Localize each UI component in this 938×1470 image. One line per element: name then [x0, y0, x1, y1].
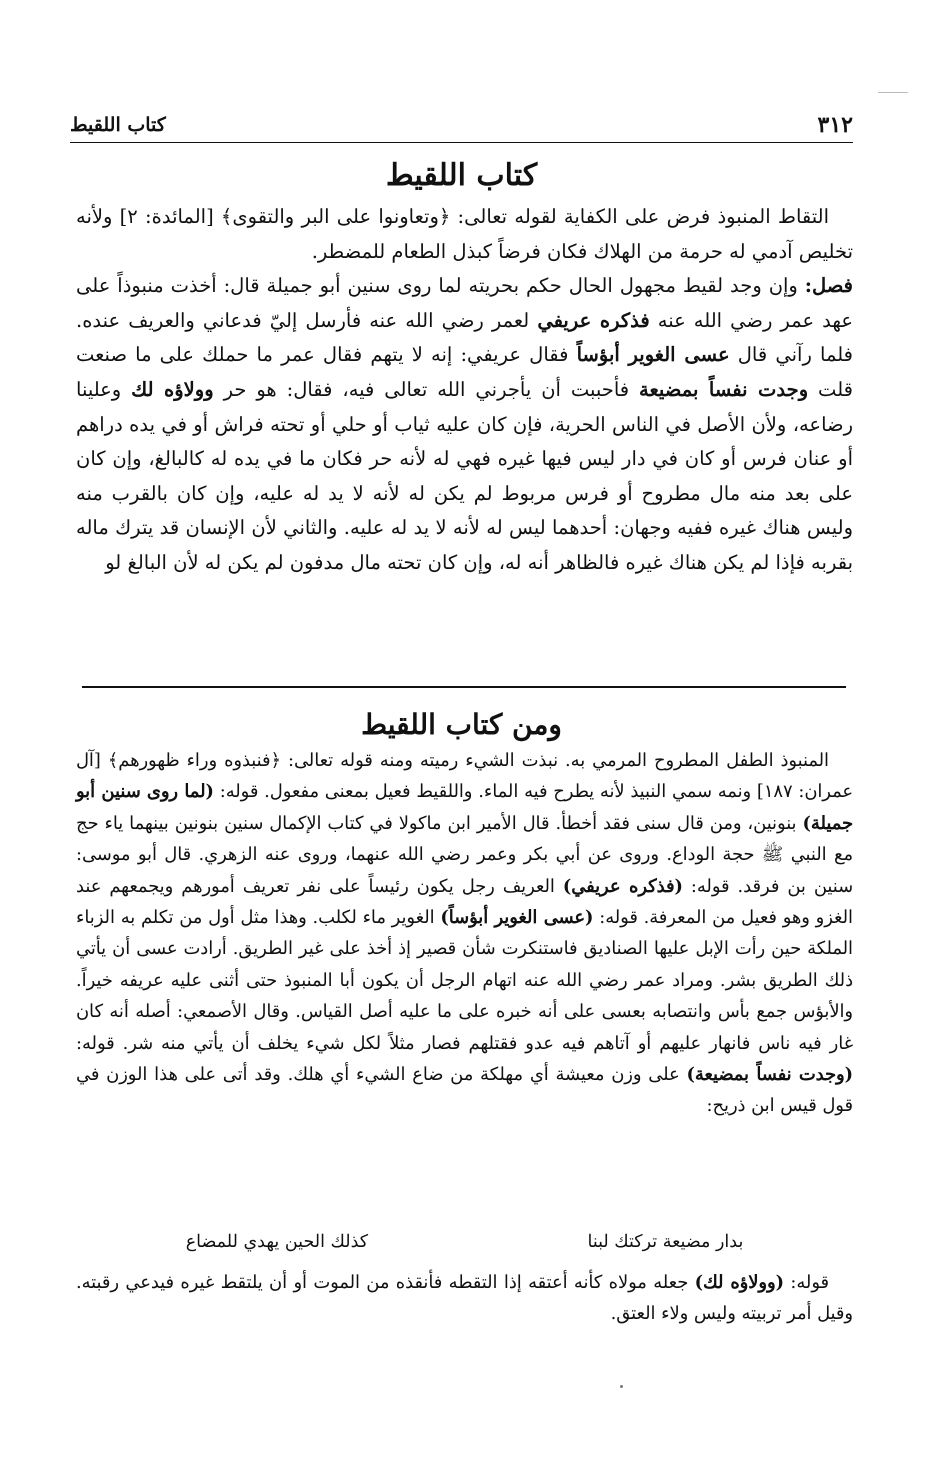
- commentary-paragraph-2: [76, 1267, 853, 1330]
- text-run: لعمر رضي الله عنه فأرسل إليّ فدعاني والعريف عنده. فلما رآني قال: [76, 308, 853, 367]
- commentary-text-block: [76, 745, 853, 1122]
- main-paragraph-1: التقاط المنبوذ فرض على الكفاية لقوله تعالى: ﴿وتعاونوا على البر والتقوى﴾ [المائدة: ٢] ولأنه تخليص آدمي له حرمة من الهلاك فكان فرضاً كبذل الطعام للمضطر.: [76, 205, 853, 263]
- keyword: (وولاؤه لك): [694, 1272, 784, 1293]
- verse-hemistich-1: بدار مضيعة تركتك لبنا: [587, 1232, 744, 1252]
- text-run: بنونين، ومن قال سنى فقد أخطأ. قال الأمير ابن ماكولا في كتاب الإكمال سنين بنونين بينهما ياء حج مع النبي ﷺ حجة الوداع. وروى عن أبي بكر وعمر رضي الله عنهما، وروى عنه الزهري. قال أبو موسى: سنين بن فرقد. قوله:: [76, 812, 853, 897]
- text-run: قوله:: [783, 1272, 830, 1293]
- text-run: فأحببت أن يأجرني الله تعالى فيه، فقال: هو حر: [213, 377, 640, 401]
- text-run: الغوير ماء لكلب. وهذا مثل أول من تكلم به الزباء الملكة حين رأت الإبل عليها الصناديق فاستنكرت شأن قصير إذ أخذ على غير الطريق. أرادت عسى أن يأتي ذلك الطريق بشر. ومراد عمر رضي الله عنه اتهام الرجل أن يكون أبا المنبوذ حتى أثنى عليه عريفه خيراً. والأبؤس جمع بأس وانتصابه بعسى على أنه خبره على ما عليه أصل القياس. وقال الأصمعي: أصله أنه كان غار فيه ناس فانهار عليهم أو آتاهم فيه عدو فقتلهم فصار مثلاً لكل شيء يخلف أن يأتي منه شر. قوله:: [76, 907, 853, 1054]
- section-divider: [82, 686, 846, 688]
- scan-speck: [620, 1385, 623, 1388]
- keyword: (عسى الغوير أبؤساً): [440, 907, 594, 929]
- text-run: العريف رجل يكون رئيساً على نفر تعريف أمورهم ويجمعهم عند الغزو وهو فعيل من المعرفة. قوله:: [76, 875, 853, 929]
- commentary-paragraph-1: [76, 745, 853, 1122]
- keyword: (فذكره عريفي): [562, 875, 683, 897]
- section-title-commentary: ومن كتاب اللقيط: [361, 708, 562, 741]
- keyword: فذكره عريفي: [537, 308, 650, 332]
- scan-mark: [878, 92, 908, 93]
- text-run: على وزن معيشة أي مهلكة من ضاع الشيء أي هلك. وقد أتى على هذا الوزن في قول قيس ابن ذريح:: [76, 1064, 853, 1117]
- commentary-text-block-2: [76, 1267, 853, 1330]
- main-paragraph-2: [76, 269, 853, 580]
- text-run: المنبوذ الطفل المطروح المرمي به. نبذت الشيء رميته ومنه قوله تعالى: ﴿فنبذوه وراء ظهورهم﴾ [آل عمران: ١٨٧] ونمه سمي النبيذ لأنه يطرح فيه الماء. واللقيط فعيل بمعنى مفعول. قوله:: [76, 750, 854, 803]
- keyword: (لما روى سنين أبو جميلة): [76, 781, 853, 834]
- main-text-block: [76, 200, 853, 581]
- section-title-main: كتاب اللقيط: [385, 158, 538, 193]
- text-run: وإن وجد لقيط مجهول الحال حكم بحريته لما روى سنين أبو جميلة قال: أخذت منبوذاً على عهد عمر رضي الله عنه: [76, 274, 854, 332]
- text-run: جعله مولاه كأنه أعتقه إذا التقطه فأنقذه من الموت أو أن يلتقط غيره فيدعي رقبته. وقيل أمر تربيته وليس ولاء العتق.: [76, 1272, 853, 1325]
- text-run: وعلينا رضاعه، ولأن الأصل في الناس الحرية، فإن كان عليه ثياب أو حلي أو تحته فراش أو في يده دراهم أو عنان فرس أو كان في دار ليس فيها غيره فهي له لأنه حر فكان ما في يده له كالبالغ، وإن كان على بعد منه مال مطروح أو فرس مربوط لم يكن له لأنه لا يد له عليه، وإن كان بالقرب منه وليس هناك غيره ففيه وجهان: أحدهما ليس له لأنه لا يد له عليه. والثاني لأن الإنسان قد يترك ماله بقربه فإذا لم يكن هناك غيره فالظاهر أنه له، وإن كان تحته مال مدفون لم يكن له لأن البالغ لو: [76, 377, 853, 574]
- poetry-verse: [76, 1232, 853, 1252]
- text-run: فقال عريفي: إنه لا يتهم فقال عمر ما حملك على ما صنعت قلت: [76, 343, 853, 401]
- keyword: (وجدت نفساً بمضيعة): [686, 1064, 853, 1086]
- page-header: [70, 108, 853, 143]
- page-number: ٣١٢: [817, 112, 853, 138]
- verse-hemistich-2: كذلك الحين يهدي للمضاع: [185, 1232, 369, 1252]
- keyword: وولاؤه لك: [131, 377, 214, 401]
- keyword: عسى الغوير أبؤساً: [576, 343, 730, 367]
- running-title: كتاب اللقيط: [70, 114, 166, 136]
- keyword: وجدت نفساً بمضيعة: [639, 377, 809, 401]
- keyword: فصل:: [804, 274, 853, 298]
